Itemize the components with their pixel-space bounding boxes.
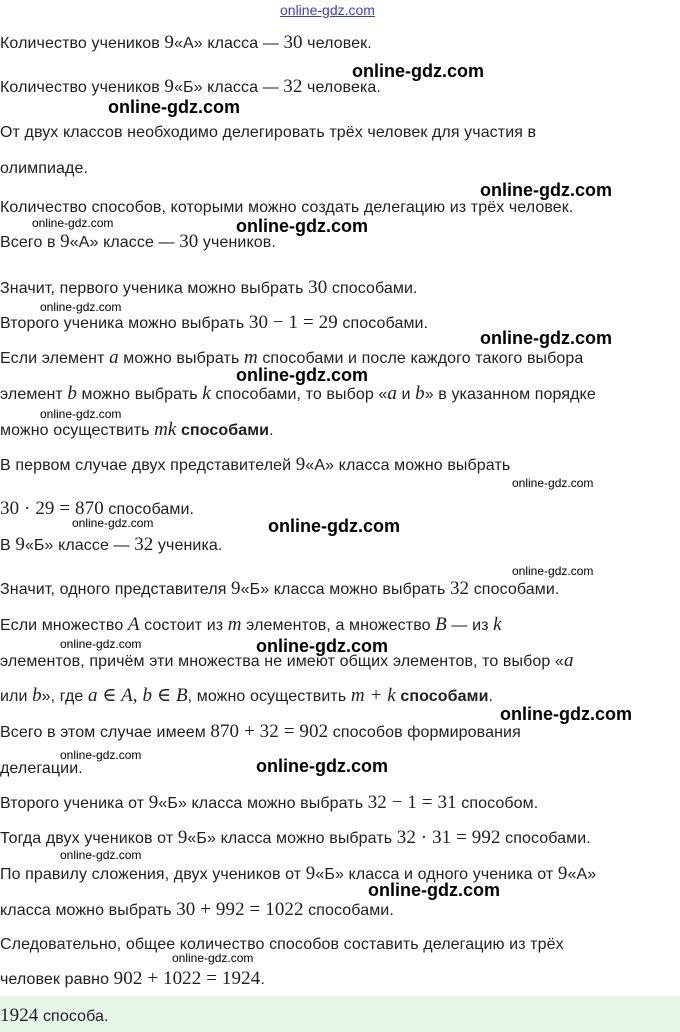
- watermark: online-gdz.com: [172, 951, 254, 965]
- text-line-26: человек равно 902 + 1022 = 1924.: [0, 968, 265, 989]
- watermark: online-gdz.com: [352, 61, 484, 81]
- text-line-13: 30 · 29 = 870 способами.: [0, 498, 195, 519]
- watermark: online-gdz.com: [60, 637, 142, 651]
- text-line-18: или b», где a ∈ A, b ∈ B, можно осуществить m + k способами.: [0, 685, 494, 706]
- text-line-22: Тогда двух учеников от 9«Б» класса можно выбрать 32 · 31 = 992 способами.: [0, 827, 591, 848]
- watermark: online-gdz.com: [32, 216, 114, 230]
- text-line-21: Второго ученика от 9«Б» класса можно выбрать 32 − 1 = 31 способом.: [0, 792, 539, 813]
- watermark: online-gdz.com: [40, 407, 122, 421]
- text-line-19: Всего в этом случае имеем 870 + 32 = 902 способов формирования: [0, 721, 521, 742]
- text-line-12: В первом случае двух представителей 9«А» класса можно выбрать: [0, 454, 511, 475]
- watermark: online-gdz.com: [60, 848, 142, 862]
- text-line-14: В 9«Б» классе — 32 ученика.: [0, 534, 223, 555]
- watermark: online-gdz.com: [512, 476, 594, 490]
- watermark: online-gdz.com: [268, 516, 400, 536]
- watermark: online-gdz.com: [480, 180, 612, 200]
- text-line-15: Значит, одного представителя 9«Б» класса можно выбрать 32 способами.: [0, 578, 560, 599]
- watermark: online-gdz.com: [512, 564, 594, 578]
- text-line-3: От двух классов необходимо делегировать трёх человек для участия в: [0, 124, 537, 141]
- text-line-23: По правилу сложения, двух учеников от 9«Б» класса и одного ученика от 9«А»: [0, 863, 597, 884]
- watermark: online-gdz.com: [72, 516, 154, 530]
- text-line-9: Если элемент a можно выбрать m способами и после каждого такого выбора: [0, 347, 584, 368]
- text-line-2: Количество учеников 9«Б» класса — 32 человека.: [0, 76, 381, 97]
- text-line-24: класса можно выбрать 30 + 992 = 1022 способами.: [0, 899, 394, 920]
- text-line-5: Количество способов, которыми можно создать делегацию из трёх человек.: [0, 199, 574, 216]
- watermark: online-gdz.com: [368, 880, 500, 900]
- text-line-6: Всего в 9«А» классе — 30 учеников.: [0, 231, 276, 252]
- watermark: online-gdz.com: [236, 365, 368, 385]
- watermark: online-gdz.com: [236, 216, 368, 236]
- text-line-17: элементов, причём эти множества не имеют общих элементов, то выбор «a: [0, 650, 574, 671]
- text-line-8: Второго ученика можно выбрать 30 − 1 = 29 способами.: [0, 312, 429, 333]
- text-line-25: Следовательно, общее количество способов составить делегацию из трёх: [0, 936, 564, 953]
- watermark-top[interactable]: online-gdz.com: [280, 2, 375, 18]
- text-line-4: олимпиаде.: [0, 160, 88, 177]
- watermark: online-gdz.com: [500, 704, 632, 724]
- watermark: online-gdz.com: [108, 97, 240, 117]
- watermark: online-gdz.com: [256, 636, 388, 656]
- answer-line: 1924 способа.: [0, 1005, 109, 1026]
- watermark: online-gdz.com: [40, 300, 122, 314]
- text-line-16: Если множество A состоит из m элементов, а множество B — из k: [0, 614, 502, 635]
- text-line-11: можно осуществить mk способами.: [0, 419, 274, 440]
- watermark: online-gdz.com: [60, 748, 142, 762]
- watermark: online-gdz.com: [256, 756, 388, 776]
- text-line-7: Значит, первого ученика можно выбрать 30 способами.: [0, 277, 418, 298]
- text-line-1: Количество учеников 9«А» класса — 30 человек.: [0, 32, 372, 53]
- text-line-20: делегации.: [0, 760, 83, 777]
- watermark: online-gdz.com: [480, 328, 612, 348]
- text-line-10: элемент b можно выбрать k способами, то выбор «a и b» в указанном порядке: [0, 383, 596, 404]
